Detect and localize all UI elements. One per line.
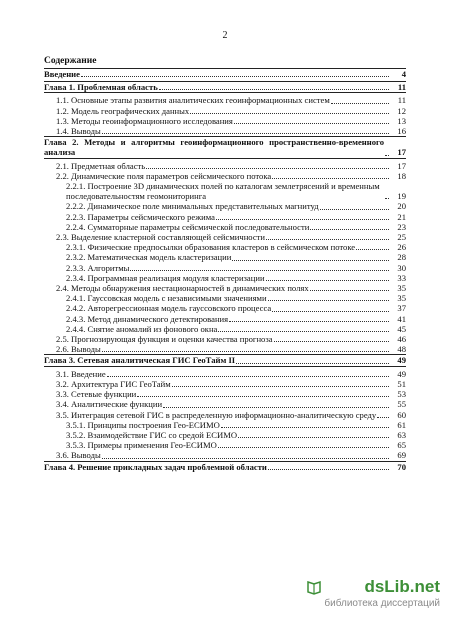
toc-entry[interactable]: 1.2. Модель географических данных 12 <box>56 105 406 116</box>
toc-entry[interactable]: 2.2.3. Параметры сейсмического режима 21 <box>66 211 406 222</box>
toc-entry[interactable]: 3.5.2. Взаимодействие ГИС со средой ЕСИМО 63 <box>66 429 406 440</box>
toc-entry[interactable]: 3.5.1. Принципы построения Гео-ЕСИМО 61 <box>66 419 406 430</box>
watermark-subtitle: библиотека диссертаций <box>324 598 440 609</box>
toc-entry[interactable]: Введение 4 <box>44 69 406 79</box>
toc-entry[interactable]: 2.2.1. Построение 3D динамических полей по каталогам землетрясений и временным последовательностям геомониторинга 19 <box>66 181 406 202</box>
toc-entry[interactable]: 2.3.1. Физические предпосылки образования кластеров в сейсмическом потоке 26 <box>66 242 406 253</box>
toc-entry[interactable]: 3.5. Интеграция сетевой ГИС в распределенную информационно-аналитическую среду 60 <box>56 409 406 420</box>
watermark <box>290 577 440 615</box>
toc-entry[interactable]: 3.3. Сетевые функции 53 <box>56 389 406 400</box>
watermark-logo: dsLib.net <box>364 577 440 596</box>
toc-entry[interactable]: Глава 1. Проблемная область 11 <box>44 82 406 93</box>
toc-entry[interactable]: 2.5. Прогнозирующая функция и оценки качества прогноза 46 <box>56 334 406 345</box>
toc-entry[interactable]: Глава 4. Решение прикладных задач проблемной области 70 <box>44 461 406 472</box>
book-icon <box>306 579 322 595</box>
toc-entry[interactable]: 2.4. Методы обнаружения нестационарностей в динамических полях 35 <box>56 283 406 294</box>
page-number: 2 <box>222 30 228 41</box>
toc-entry[interactable]: 2.4.2. Авторегрессионная модель гауссовского процесса 37 <box>66 303 406 314</box>
toc-entry[interactable]: 1.3. Методы геоинформационного исследования 13 <box>56 115 406 126</box>
toc-entry[interactable]: 1.4. Выводы 16 <box>56 126 406 137</box>
toc-entry[interactable]: Глава 2. Методы и алгоритмы геоинформационного пространственно-временного анализа 17 <box>44 137 406 158</box>
toc-entry[interactable]: Глава 3. Сетевая аналитическая ГИС ГеоТайм II 49 <box>44 355 406 366</box>
toc-entry[interactable]: 2.2. Динамические поля параметров сейсмического потока 18 <box>56 170 406 181</box>
toc-entry[interactable]: 2.3. Выделение кластерной составляющей сейсмичности 25 <box>56 232 406 243</box>
toc-entry[interactable]: 2.3.3. Алгоритмы 30 <box>66 262 406 273</box>
toc-entry[interactable]: 2.2.4. Сумматорные параметры сейсмической последовательности 23 <box>66 221 406 232</box>
toc-entry[interactable]: 3.6. Выводы 69 <box>56 450 406 461</box>
toc-entry[interactable]: 2.2.2. Динамическое поле минимальных представительных магнитуд 20 <box>66 201 406 212</box>
toc-entry[interactable]: 2.4.4. Снятие аномалий из фонового окна 45 <box>66 323 406 334</box>
toc-entry[interactable]: 3.1. Введение 49 <box>56 368 406 379</box>
toc-entry[interactable]: 2.1. Предметная область 17 <box>56 160 406 171</box>
toc-entry[interactable]: 2.6. Выводы 48 <box>56 344 406 355</box>
toc-entry[interactable]: 1.1. Основные этапы развития аналитических геоинформационных систем 11 <box>56 95 406 106</box>
toc-entry[interactable]: 2.4.3. Метод динамического детектирования 41 <box>66 313 406 324</box>
toc-entry[interactable]: 2.4.1. Гауссовская модель с независимыми значениями 35 <box>66 293 406 304</box>
toc-entry[interactable]: 3.5.3. Примеры применения Гео-ЕСИМО 65 <box>66 440 406 451</box>
toc-entry[interactable]: 3.4. Аналитические функции 55 <box>56 399 406 410</box>
toc-title: Содержание <box>44 56 97 66</box>
toc-entry[interactable]: 2.3.4. Программная реализация модуля кластеризации 33 <box>66 272 406 283</box>
table-of-contents <box>44 64 406 472</box>
toc-entry[interactable]: 3.2. Архитектура ГИС ГеоТайм 51 <box>56 378 406 389</box>
toc-entry[interactable]: 2.3.2. Математическая модель кластеризации 28 <box>66 252 406 263</box>
